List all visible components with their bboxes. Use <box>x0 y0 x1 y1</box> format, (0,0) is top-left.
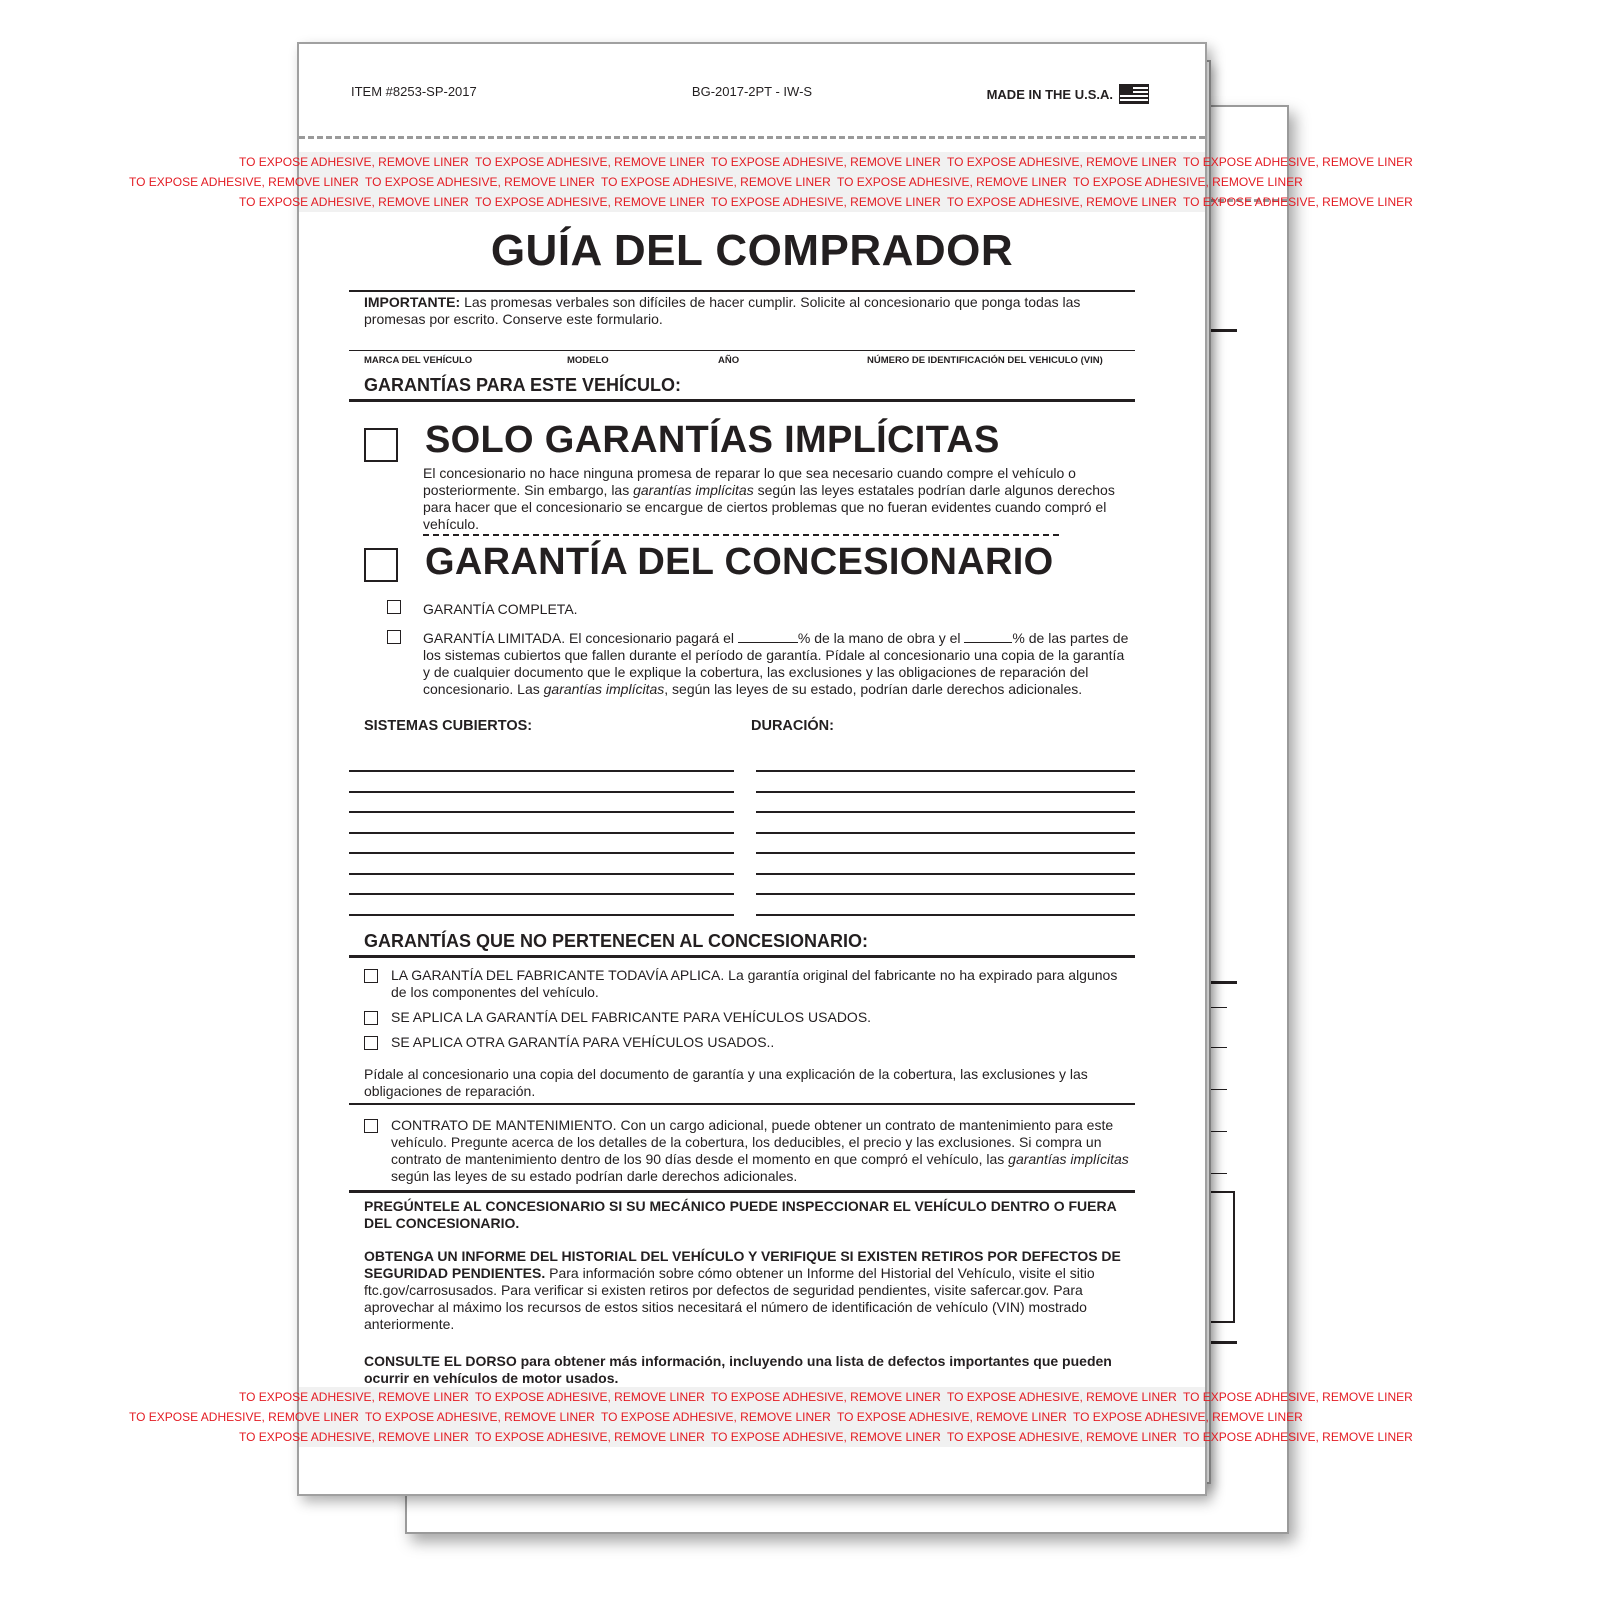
dealer-warranty-heading: GARANTÍA DEL CONCESIONARIO <box>425 541 1054 583</box>
non-dealer-item: SE APLICA LA GARANTÍA DEL FABRICANTE PARA VEHÍCULOS USADOS. <box>391 1009 872 1025</box>
implied-warranty-text: El concesionario no hace ninguna promesa de reparar lo que sea necesario cuando compre el vehículo o posteriormente. Sin embargo, las garantías implícitas según las leyes estatales podrían darle algunos derechos para hacer que el concesionario se encargue de ciertos problemas que no fueran evidentes cuando compró el vehículo. <box>423 465 1115 532</box>
liner-row: TO EXPOSE ADHESIVE, REMOVE LINER TO EXPOSE ADHESIVE, REMOVE LINER TO EXPOSE ADHESIVE, REMOVE LINER TO EXPOSE ADHESIVE, REMOVE LINER TO EXPOSE ADHESIVE, REMOVE LINER <box>239 195 1413 209</box>
duration-line[interactable] <box>756 770 1135 772</box>
systems-line[interactable] <box>349 873 734 875</box>
manufacturer-warranty-checkbox[interactable] <box>364 969 378 983</box>
service-contract-text: CONTRATO DE MANTENIMIENTO. Con un cargo adicional, puede obtener un contrato de mantenimiento para este vehículo. Pregunte acerca de los detalles de la cobertura, los deducibles, el precio y las exclusiones. Si compra un contrato de mantenimiento dentro de los 90 días desde el momento en que compró el vehículo, las garantías implícitas según las leyes de su estado podrían darle derechos adicionales. <box>391 1117 1129 1184</box>
non-dealer-item: LA GARANTÍA DEL FABRICANTE TODAVÍA APLICA. La garantía original del fabricante no ha expirado para algunos de los componentes del vehículo. <box>391 967 1118 1000</box>
perforation-line <box>299 136 1205 139</box>
year-label: AÑO <box>718 355 740 366</box>
liner-row: TO EXPOSE ADHESIVE, REMOVE LINER TO EXPOSE ADHESIVE, REMOVE LINER TO EXPOSE ADHESIVE, REMOVE LINER TO EXPOSE ADHESIVE, REMOVE LINER TO EXPOSE ADHESIVE, REMOVE LINER <box>239 155 1413 169</box>
section-divider-dashed <box>423 534 1059 536</box>
duration-line[interactable] <box>756 914 1135 916</box>
non-dealer-heading: GARANTÍAS QUE NO PERTENECEN AL CONCESIONARIO: <box>364 931 869 951</box>
other-used-warranty-checkbox[interactable] <box>364 1036 378 1050</box>
labor-percent-blank[interactable] <box>738 642 798 643</box>
page-title: GUÍA DEL COMPRADOR <box>490 226 1014 275</box>
systems-line[interactable] <box>349 852 734 854</box>
non-dealer-rule <box>349 955 1135 958</box>
duration-line[interactable] <box>756 873 1135 875</box>
important-text: Las promesas verbales son difíciles de hacer cumplir. Solicite al concesionario que ponga todas las promesas por escrito. Conserve este formulario. <box>364 294 1081 327</box>
limited-warranty-text: GARANTÍA LIMITADA. El concesionario pagará el % de la mano de obra y el % de las partes de los sistemas cubiertos que fallen durante el período de garantía. Pídale al concesionario una copia de la garantía y de cualquier documento que le explique la cobertura, las exclusiones y las obligaciones de reparación del concesionario. Las garantías implícitas, según las leyes de su estado, podrían darle derechos adicionales. <box>423 630 1129 697</box>
made-in-label: MADE IN THE U.S.A. <box>986 86 1113 102</box>
duration-label: DURACIÓN: <box>751 718 834 734</box>
make-label: MARCA DEL VEHÍCULO <box>364 355 473 366</box>
liner-top <box>129 152 1413 212</box>
liner-row: TO EXPOSE ADHESIVE, REMOVE LINER TO EXPOSE ADHESIVE, REMOVE LINER TO EXPOSE ADHESIVE, REMOVE LINER TO EXPOSE ADHESIVE, REMOVE LINER TO EXPOSE ADHESIVE, REMOVE LINER <box>239 1390 1413 1404</box>
systems-line[interactable] <box>349 770 734 772</box>
item-number: ITEM #8253-SP-2017 <box>351 84 477 99</box>
important-label: IMPORTANTE: <box>364 294 461 310</box>
duration-line[interactable] <box>756 832 1135 834</box>
systems-line[interactable] <box>349 914 734 916</box>
parts-percent-blank[interactable] <box>964 642 1012 643</box>
vin-label: NÚMERO DE IDENTIFICACIÓN DEL VEHICULO (VIN) <box>867 355 1103 366</box>
manufacturer-used-checkbox[interactable] <box>364 1011 378 1025</box>
limited-warranty-checkbox[interactable] <box>387 630 401 644</box>
implied-warranty-heading: SOLO GARANTÍAS IMPLÍCITAS <box>425 419 1000 461</box>
model-label: MODELO <box>567 355 609 366</box>
important-notice <box>364 294 1124 328</box>
systems-line[interactable] <box>349 811 734 813</box>
systems-covered-label: SISTEMAS CUBIERTOS: <box>364 718 533 734</box>
full-warranty-label: GARANTÍA COMPLETA. <box>423 601 578 617</box>
consult-back-notice: CONSULTE EL DORSO para obtener más información, incluyendo una lista de defectos importantes que pueden ocurrir en vehículos de motor usados. <box>364 1353 1112 1386</box>
liner-row: TO EXPOSE ADHESIVE, REMOVE LINER TO EXPOSE ADHESIVE, REMOVE LINER TO EXPOSE ADHESIVE, REMOVE LINER TO EXPOSE ADHESIVE, REMOVE LINER TO EXPOSE ADHESIVE, REMOVE LINER <box>129 1410 1303 1424</box>
service-contract-checkbox[interactable] <box>364 1119 378 1133</box>
vehicle-fields-rule <box>349 350 1135 351</box>
inspection-notice: PREGÚNTELE AL CONCESIONARIO SI SU MECÁNICO PUEDE INSPECCIONAR EL VEHÍCULO DENTRO O FUERA DEL CONCESIONARIO. <box>364 1198 1117 1231</box>
inspect-rule <box>349 1190 1135 1193</box>
full-warranty-checkbox[interactable] <box>387 600 401 614</box>
form-code: BG-2017-2PT - IW-S <box>691 84 813 99</box>
non-dealer-note: Pídale al concesionario una copia del documento de garantía y una explicación de la cobertura, las exclusiones y las obligaciones de reparación. <box>364 1066 1088 1099</box>
us-flag-icon <box>1119 84 1149 104</box>
duration-line[interactable] <box>756 893 1135 895</box>
liner-row: TO EXPOSE ADHESIVE, REMOVE LINER TO EXPOSE ADHESIVE, REMOVE LINER TO EXPOSE ADHESIVE, REMOVE LINER TO EXPOSE ADHESIVE, REMOVE LINER TO EXPOSE ADHESIVE, REMOVE LINER <box>239 1430 1413 1444</box>
duration-line[interactable] <box>756 791 1135 793</box>
implied-warranty-checkbox[interactable] <box>364 428 398 462</box>
dealer-warranty-checkbox[interactable] <box>364 548 398 582</box>
liner-bottom <box>129 1387 1413 1447</box>
duration-line[interactable] <box>756 811 1135 813</box>
vehicle-history-notice: OBTENGA UN INFORME DEL HISTORIAL DEL VEHÍCULO Y VERIFIQUE SI EXISTEN RETIROS POR DEFECTOS DE SEGURIDAD PENDIENTES. Para información sobre cómo obtener un Informe del Historial del Vehículo, visite el sitio ftc.gov/carrosusados. Para verificar si existen retiros por defectos de seguridad pendientes, visite safercar.gov. Para aprovechar al máximo los recursos de estos sitios necesitará el número de identificación de vehículo (VIN) mostrado anteriormente. <box>364 1248 1121 1332</box>
service-rule <box>349 1103 1135 1105</box>
warranties-heading: GARANTÍAS PARA ESTE VEHÍCULO: <box>364 375 682 395</box>
systems-line[interactable] <box>349 791 734 793</box>
liner-row: TO EXPOSE ADHESIVE, REMOVE LINER TO EXPOSE ADHESIVE, REMOVE LINER TO EXPOSE ADHESIVE, REMOVE LINER TO EXPOSE ADHESIVE, REMOVE LINER TO EXPOSE ADHESIVE, REMOVE LINER <box>129 175 1303 189</box>
made-in-usa <box>987 84 1149 104</box>
front-sheet <box>129 42 1413 1496</box>
warranties-rule <box>349 399 1135 402</box>
title-rule <box>349 290 1135 292</box>
duration-line[interactable] <box>756 852 1135 854</box>
systems-line[interactable] <box>349 832 734 834</box>
non-dealer-item: SE APLICA OTRA GARANTÍA PARA VEHÍCULOS USADOS.. <box>391 1034 775 1050</box>
systems-line[interactable] <box>349 893 734 895</box>
